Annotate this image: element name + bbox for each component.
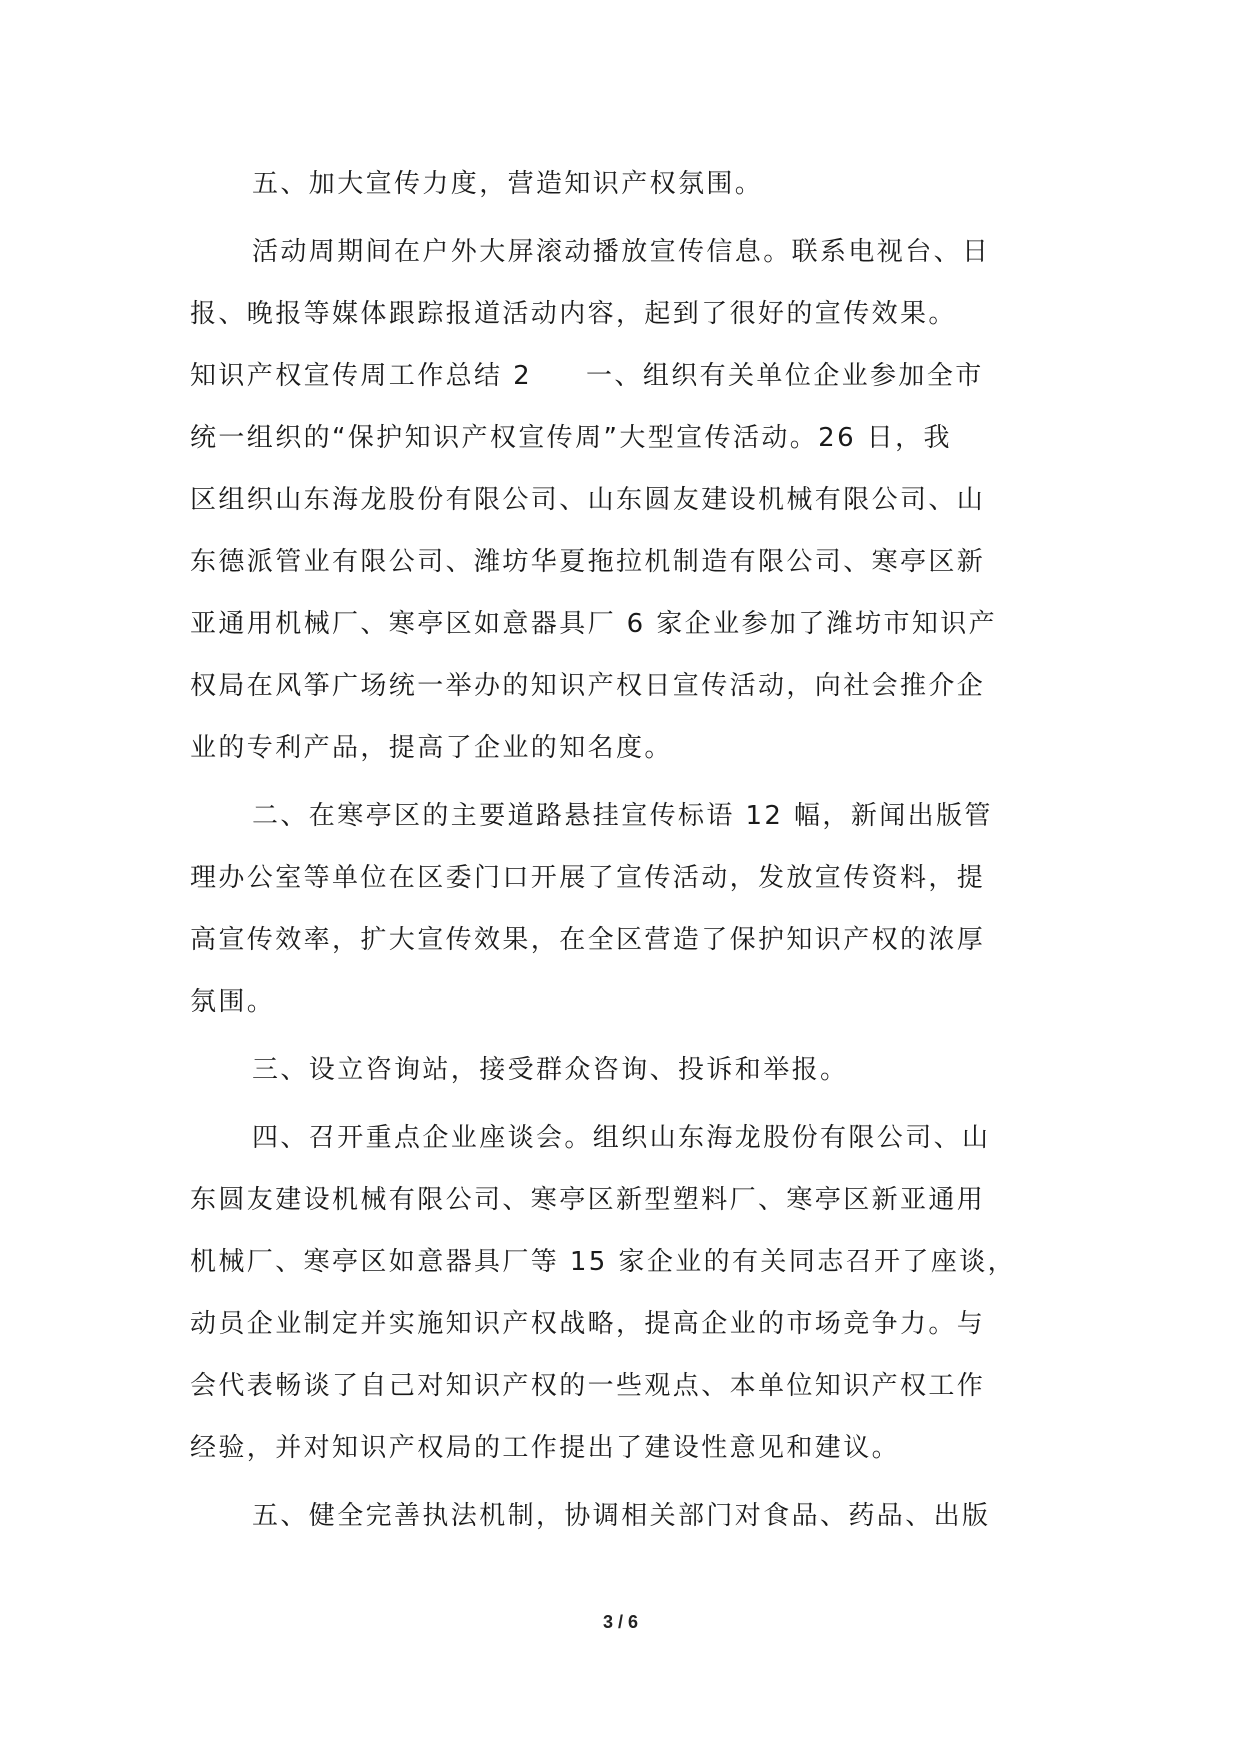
section-title: 知识产权宣传周工作总结 2 <box>190 361 533 391</box>
text-line: 活动周期间在户外大屏滚动播放宣传信息。联系电视台、日 <box>252 237 991 267</box>
text-line: 理办公室等单位在区委门口开展了宣传活动，发放宣传资料，提 <box>190 863 986 893</box>
text-line: 统一组织的“保护知识产权宣传周”大型宣传活动。26 日，我 <box>190 423 952 453</box>
text-line: 二、在寒亭区的主要道路悬挂宣传标语 12 幅，新闻出版管 <box>252 801 993 831</box>
text-segment: 一、组织有关单位企业参加全市 <box>586 361 984 391</box>
text-line: 五、健全完善执法机制，协调相关部门对食品、药品、出版 <box>252 1501 991 1531</box>
paragraph-heading-5: 五、加大宣传力度，营造知识产权氛围。 <box>252 169 764 199</box>
text-line: 权局在风筝广场统一举办的知识产权日宣传活动，向社会推介企 <box>190 671 986 701</box>
page-number: 3 / 6 <box>602 1612 639 1632</box>
text-line: 机械厂、寒亭区如意器具厂等 15 家企业的有关同志召开了座谈， <box>190 1247 1017 1277</box>
text-line: 氛围。 <box>190 987 276 1017</box>
text-line: 东圆友建设机械有限公司、寒亭区新型塑料厂、寒亭区新亚通用 <box>190 1185 986 1215</box>
text-line: 三、设立咨询站，接受群众咨询、投诉和举报。 <box>252 1055 849 1085</box>
text-line: 会代表畅谈了自己对知识产权的一些观点、本单位知识产权工作 <box>190 1371 986 1401</box>
text-line: 东德派管业有限公司、潍坊华夏拖拉机制造有限公司、寒亭区新 <box>190 547 986 577</box>
text-line: 高宣传效率，扩大宣传效果，在全区营造了保护知识产权的浓厚 <box>190 925 986 955</box>
text-line: 区组织山东海龙股份有限公司、山东圆友建设机械有限公司、山 <box>190 485 986 515</box>
text-line: 经验，并对知识产权局的工作提出了建设性意见和建议。 <box>190 1433 901 1463</box>
text-line: 业的专利产品，提高了企业的知名度。 <box>190 733 673 763</box>
text-line: 报、晚报等媒体跟踪报道活动内容，起到了很好的宣传效果。 <box>190 299 957 329</box>
text-line: 动员企业制定并实施知识产权战略，提高企业的市场竞争力。与 <box>190 1309 986 1339</box>
text-line: 四、召开重点企业座谈会。组织山东海龙股份有限公司、山 <box>252 1123 991 1153</box>
section-title-line <box>190 356 984 396</box>
text-line: 亚通用机械厂、寒亭区如意器具厂 6 家企业参加了潍坊市知识产 <box>190 609 998 639</box>
